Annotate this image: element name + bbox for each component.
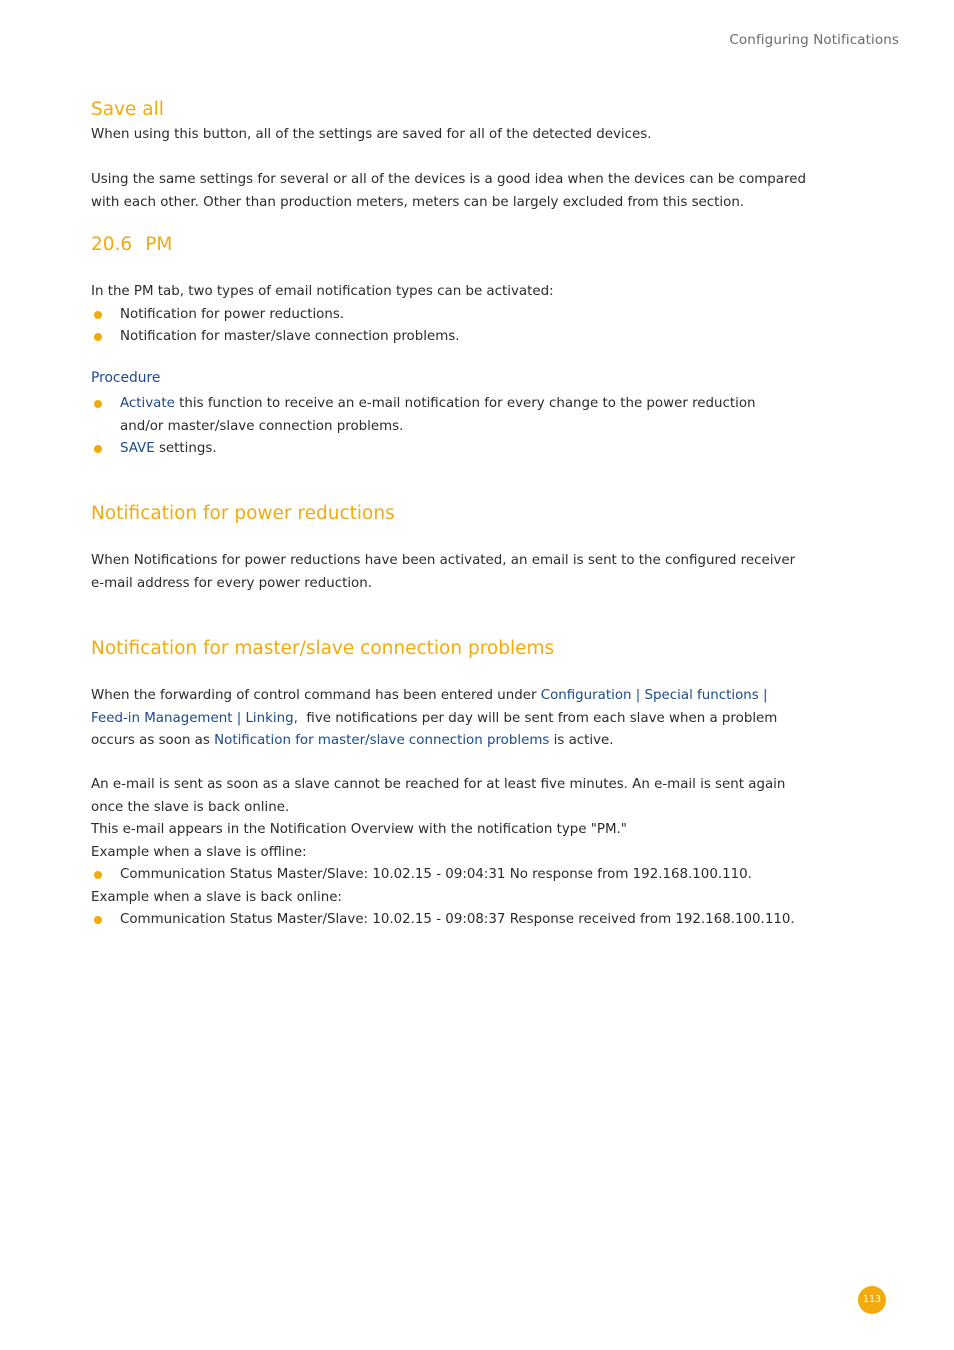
- save-all-para2-line2: with each other. Other than production meters, meters can be largely excluded from this section.: [91, 194, 745, 210]
- list-item: [91, 909, 821, 932]
- example-offline-list: [91, 864, 821, 887]
- list-item: [91, 304, 821, 327]
- power-reductions-line2: e-mail address for every power reduction.: [91, 575, 372, 591]
- running-header: Configuring Notifications: [729, 32, 899, 48]
- page-number-badge: 113: [858, 1286, 886, 1314]
- procedure-wrap: [91, 367, 821, 389]
- master-slave-para1-wrap: [91, 685, 821, 753]
- configuration-path-link-1[interactable]: Configuration | Special functions |: [540, 688, 768, 703]
- example-offline-label: Example when a slave is offline:: [91, 844, 307, 860]
- step1-text-line1: this function to receive an e-mail notification for every change to the power reduction: [174, 396, 756, 411]
- save-all-para2: [91, 169, 821, 214]
- master-slave-heading-wrap: [91, 637, 821, 661]
- save-all-section: [91, 98, 821, 122]
- save-link[interactable]: SAVE: [120, 441, 155, 456]
- procedure-label: Procedure: [91, 370, 161, 386]
- power-reductions-heading-wrap: [91, 502, 821, 526]
- master-slave-heading: Notification for master/slave connection problems: [91, 638, 555, 659]
- list-item-text: Notification for master/slave connection problems.: [120, 329, 460, 344]
- save-all-para2-wrap: [91, 169, 821, 214]
- p1-post: is active.: [549, 733, 614, 748]
- list-item: [91, 864, 821, 887]
- example-online-list: [91, 909, 821, 932]
- p1-mid: five notifications per day will be sent from each slave when a problem: [297, 710, 778, 726]
- save-all-para2-line1: Using the same settings for several or all of the devices is a good idea when the devices can be compared: [91, 172, 806, 187]
- procedure-steps-wrap: [91, 393, 821, 461]
- power-reductions-body: [91, 550, 821, 595]
- pm-intro-wrap: [91, 281, 821, 349]
- example-offline-text: Communication Status Master/Slave: 10.02.15 - 09:04:31 No response from 192.168.100.110.: [120, 867, 752, 882]
- configuration-path-link-2[interactable]: Feed-in Management | Linking,: [91, 710, 298, 726]
- save-all-para1-wrap: [91, 124, 821, 147]
- power-reductions-body-wrap: [91, 550, 821, 595]
- p2-line1: An e-mail is sent as soon as a slave cannot be reached for at least five minutes. An e-mail is sent again: [91, 777, 786, 792]
- pm-section-heading-wrap: [91, 233, 821, 257]
- master-slave-para2-wrap: [91, 774, 821, 932]
- bullet-icon: [94, 916, 102, 924]
- p2-line2: once the slave is back online.: [91, 799, 290, 815]
- section-number: 20.6: [91, 234, 133, 255]
- p1-pre: When the forwarding of control command has been entered under: [91, 688, 541, 703]
- save-all-heading: Save all: [91, 99, 164, 120]
- power-reductions-heading: Notification for power reductions: [91, 503, 395, 524]
- master-slave-para1: [91, 685, 821, 753]
- master-slave-para2: [91, 774, 821, 864]
- example-online-label: Example when a slave is back online:: [91, 889, 342, 905]
- bullet-icon: [94, 871, 102, 879]
- bullet-icon: [94, 445, 102, 453]
- bullet-icon: [94, 400, 102, 408]
- procedure-steps: [91, 393, 821, 461]
- list-item: [91, 326, 821, 349]
- master-slave-notification-link[interactable]: Notification for master/slave connection problems: [214, 733, 550, 748]
- p3: This e-mail appears in the Notification Overview with the notification type "PM.": [91, 822, 627, 837]
- pm-intro: In the PM tab, two types of email notification types can be activated:: [91, 284, 554, 299]
- procedure-step: [91, 438, 821, 461]
- power-reductions-line1: When Notifications for power reductions have been activated, an email is sent to the configured receiver: [91, 553, 796, 568]
- activate-link[interactable]: Activate: [120, 396, 175, 411]
- step1-text-line2: and/or master/slave connection problems.: [120, 418, 404, 434]
- section-title: PM: [145, 234, 173, 255]
- bullet-icon: [94, 333, 102, 341]
- bullet-icon: [94, 311, 102, 319]
- p1-line3-pre: occurs as soon as: [91, 733, 215, 748]
- save-all-para1: When using this button, all of the settings are saved for all of the detected devices.: [91, 127, 652, 142]
- list-item-text: Notification for power reductions.: [120, 306, 345, 322]
- pm-types-list: [91, 304, 821, 349]
- procedure-step: [91, 393, 821, 438]
- example-online-text: Communication Status Master/Slave: 10.02.15 - 09:08:37 Response received from 192.168.100.110.: [120, 912, 795, 927]
- step2-text: settings.: [154, 441, 217, 456]
- pm-section-heading: [91, 233, 821, 257]
